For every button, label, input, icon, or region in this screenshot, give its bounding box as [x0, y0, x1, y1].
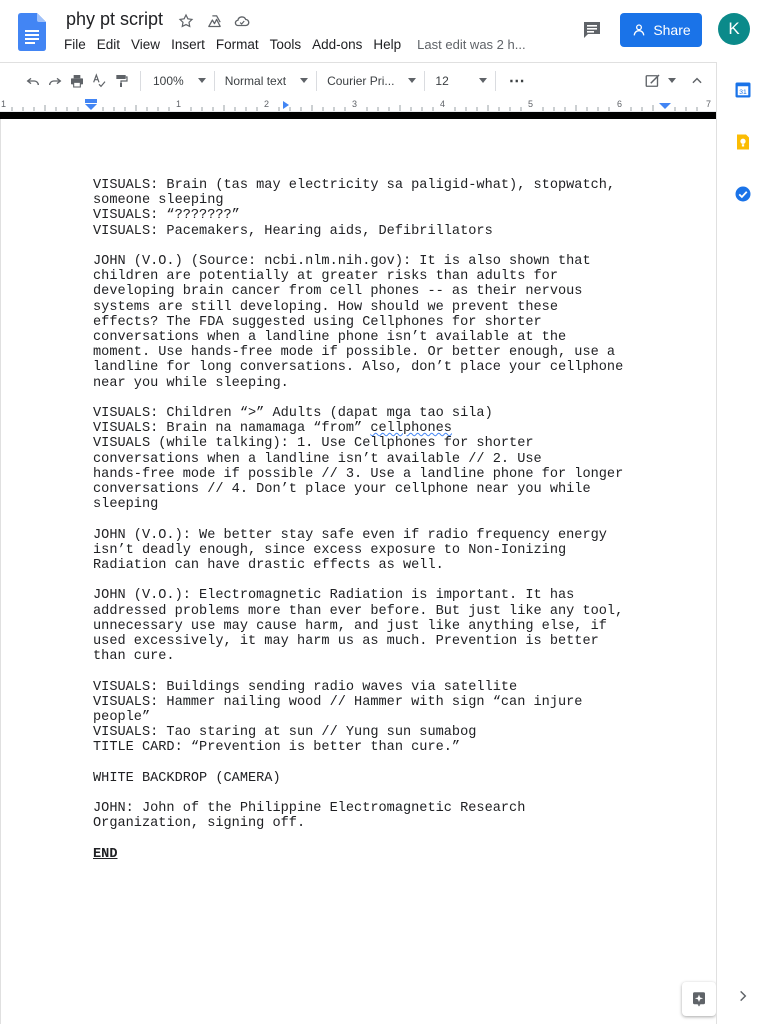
undo-icon[interactable]: [22, 70, 44, 92]
script-paragraph[interactable]: VISUALS: Buildings sending radio waves via satellite VISUALS: Hammer nailing wood // Hammer with sign “can injure people” VISUALS: Tao staring at sun // Yung sun sumabog TITLE CARD: “Prevention is better than cure.”: [93, 679, 583, 756]
menu-file[interactable]: File: [64, 37, 86, 52]
menu-bar: [64, 37, 526, 52]
share-label: Share: [653, 22, 691, 38]
spelling-suggestion-word[interactable]: cellphones: [370, 421, 452, 437]
toolbar-divider: [495, 71, 496, 91]
menu-view[interactable]: View: [131, 37, 161, 52]
ruler-ticks: [0, 98, 716, 112]
title-icons: [176, 11, 252, 31]
title-bar: [0, 0, 768, 62]
ruler-number: 3: [352, 99, 358, 109]
ruler-number: 2: [264, 99, 270, 109]
chevron-down-icon: [479, 78, 487, 83]
cloud-saved-icon[interactable]: [232, 11, 252, 31]
script-line: VISUALS (while talking): 1. Use Cellphones for shorter conversations when a landline isn’t available // 2. Use hands-free mode if possible // 3. Use a landline phone for longer conversations // 4. Don’t place your cellphone near you while sleeping: [93, 436, 624, 513]
keep-icon[interactable]: [734, 133, 752, 151]
menu-help[interactable]: Help: [373, 37, 402, 52]
font-family-select[interactable]: [327, 74, 416, 88]
tasks-icon[interactable]: [734, 185, 752, 203]
zoom-select[interactable]: [153, 74, 206, 88]
left-indent-marker[interactable]: [85, 99, 97, 110]
menu-add-ons[interactable]: Add-ons: [312, 37, 363, 52]
side-panel: [716, 62, 768, 1024]
tab-stop-marker[interactable]: [283, 101, 289, 109]
paragraph-style-select[interactable]: [225, 74, 308, 88]
comment-history-icon[interactable]: [580, 18, 604, 42]
docs-logo-icon[interactable]: [18, 13, 46, 51]
script-paragraph[interactable]: JOHN (V.O.): Electromagnetic Radiation is important. It has addressed problems more than ever before. But just like any tool, unnecessary use may cause harm, and just like anything else, if used excessively, it may harm us as much. Prevention is better than cure.: [93, 588, 624, 665]
explore-icon: [690, 990, 708, 1008]
script-paragraph[interactable]: WHITE BACKDROP (CAMERA): [93, 770, 281, 786]
menu-tools[interactable]: Tools: [269, 37, 302, 52]
horizontal-ruler[interactable]: [0, 98, 716, 112]
script-paragraph[interactable]: JOHN: John of the Philippine Electromagnetic Research Organization, signing off.: [93, 801, 526, 832]
chevron-down-icon: [668, 78, 676, 83]
script-paragraph[interactable]: JOHN (V.O.) (Source: ncbi.nlm.nih.gov): It is also shown that children are potentially at greater risks than adults for developing brain cancer from cell phones -- as their nervous systems are still developing. How should we prevent these effects? The FDA suggested using Cellphones for shorter conversations when a landline phone isn’t available at the moment. Use hands-free mode if possible. Or better enough, use a landline for long conversations. Also, don’t place your cellphone near you while sleeping.: [93, 254, 624, 391]
ruler-number: 1: [1, 99, 7, 109]
ruler-number: 1: [176, 99, 182, 109]
paragraph-style-value: Normal text: [224, 73, 287, 88]
calendar-date: 31: [739, 88, 747, 96]
script-line: VISUALS: Children “>” Adults (dapat mga tao sila): [93, 406, 493, 422]
formatting-toolbar: [0, 62, 716, 98]
script-paragraph[interactable]: [93, 406, 693, 512]
menu-insert[interactable]: Insert: [171, 37, 205, 52]
script-end[interactable]: END: [93, 846, 118, 862]
account-avatar[interactable]: K: [718, 13, 750, 45]
more-options-icon[interactable]: ⋯: [508, 72, 525, 90]
script-paragraph[interactable]: JOHN (V.O.): We better stay safe even if radio frequency energy isn’t deadly enough, since excess exposure to Non-Ionizing Radiation can have drastic effects as well.: [93, 527, 607, 574]
script-line: VISUALS: Brain na namamaga “from”: [93, 421, 371, 437]
right-indent-marker[interactable]: [659, 103, 671, 109]
script-body[interactable]: [93, 178, 693, 877]
document-canvas[interactable]: [0, 119, 716, 1024]
toolbar-divider: [316, 71, 317, 91]
script-paragraph[interactable]: VISUALS: Brain (tas may electricity sa paligid-what), stopwatch, someone sleeping VISUALS: “???????” VISUALS: Pacemakers, Hearing aids, Defibrillators: [93, 178, 616, 239]
font-size-value: 12: [435, 73, 449, 88]
editing-mode-select[interactable]: [644, 72, 676, 90]
chevron-down-icon: [198, 78, 206, 83]
menu-edit[interactable]: Edit: [96, 37, 121, 52]
chevron-down-icon: [300, 78, 308, 83]
calendar-icon[interactable]: [734, 81, 752, 99]
chevron-right-icon[interactable]: [736, 989, 750, 1003]
print-icon[interactable]: [66, 70, 88, 92]
paint-format-icon[interactable]: [110, 70, 132, 92]
font-size-select[interactable]: [435, 74, 486, 88]
font-family-value: Courier Pri...: [327, 73, 395, 88]
lock-person-icon: [631, 22, 647, 38]
menu-format[interactable]: Format: [215, 37, 259, 52]
ruler-number: 5: [528, 99, 534, 109]
redo-icon[interactable]: [44, 70, 66, 92]
chevron-down-icon: [408, 78, 416, 83]
edit-mode-icon: [644, 72, 662, 90]
ruler-number: 4: [440, 99, 446, 109]
ruler-margin-bar: [0, 112, 716, 119]
chevron-up-icon[interactable]: [686, 70, 708, 92]
explore-button[interactable]: [682, 982, 716, 1016]
move-to-drive-icon[interactable]: [204, 11, 224, 31]
document-title[interactable]: phy pt script: [66, 9, 164, 29]
toolbar-divider: [140, 71, 141, 91]
toolbar-divider: [214, 71, 215, 91]
spellcheck-icon[interactable]: [88, 70, 110, 92]
last-edit-status[interactable]: Last edit was 2 h...: [417, 37, 526, 52]
toolbar-divider: [424, 71, 425, 91]
share-button[interactable]: [620, 13, 702, 47]
zoom-value: 100%: [153, 73, 184, 88]
ruler-number: 6: [617, 99, 623, 109]
star-icon[interactable]: [176, 11, 196, 31]
ruler-number: 7: [706, 99, 712, 109]
